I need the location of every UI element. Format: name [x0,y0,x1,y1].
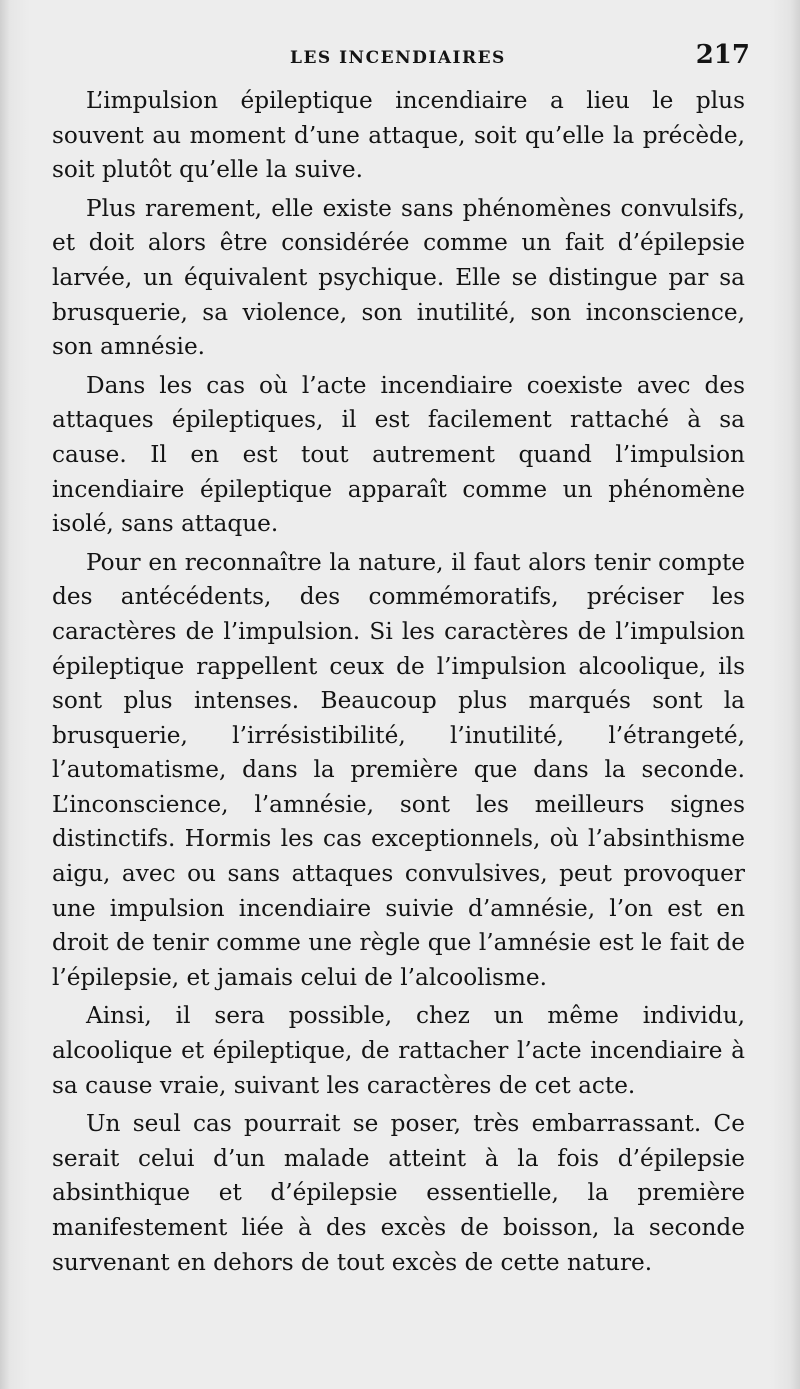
body-text [52,84,745,1284]
running-title: LES INCENDIAIRES [290,48,506,68]
paragraph-epilepsie-larvee: Plus rarement, elle existe sans phénomènes convulsifs, et doit alors être considérée comme un fait d’épilepsie larvée, un équivalent psychique. Elle se distingue par sa brusquerie, sa violence, son inutilité, son inconscience, son amnésie. [52,194,745,361]
paragraph-cas-embarrassant: Un seul cas pourrait se poser, très embarrassant. Ce serait celui d’un malade atteint à la fois d’épilepsie absinthique et d’épilepsie essentielle, la première manifestement liée à des excès de boisson, la seconde survenant en dehors de tout excès de cette nature. [52,1110,745,1276]
paragraph-reconnaitre-nature: Pour en reconnaître la nature, il faut alors tenir compte des antécédents, des commémoratifs, préciser les caractères de l’impulsion. Si les caractères de l’impulsion épileptique rappellent ceux de l’impulsion alcoolique, ils sont plus intenses. Beaucoup plus marqués sont la brusquerie, l’irrésistibilité, l’inutilité, l’étrangeté, l’automatisme, dans la première que dans la seconde. L’inconscience, l’amnésie, sont les meilleurs signes distinctifs. Hormis les cas exceptionnels, où l’absinthisme aigu, avec ou sans attaques convulsives, peut provoquer une impulsion incendiaire suivie d’amnésie, l’on est en droit de tenir comme une règle que l’amnésie est le fait de l’épilepsie, et jamais celui de l’alcoolisme. [52,548,745,991]
paragraph-meme-individu: Ainsi, il sera possible, chez un même individu, alcoolique et épileptique, de rattacher l’acte incendiaire à sa cause vraie, suivant les caractères de cet acte. [52,1002,745,1099]
paragraph-attaques-epileptiques: Dans les cas où l’acte incendiaire coexiste avec des attaques épileptiques, il est facilement rattaché à sa cause. Il en est tout autrement quand l’impulsion incendiaire épileptique apparaît comme un phénomène isolé, sans attaque. [52,371,745,538]
page-number: 217 [695,40,750,70]
paragraph-impulsion-attaque: L’impulsion épileptique incendiaire a lieu le plus souvent au moment d’une attaque, soit qu’elle la précède, soit plutôt qu’elle la suive. [52,87,745,184]
page-header [50,40,750,80]
